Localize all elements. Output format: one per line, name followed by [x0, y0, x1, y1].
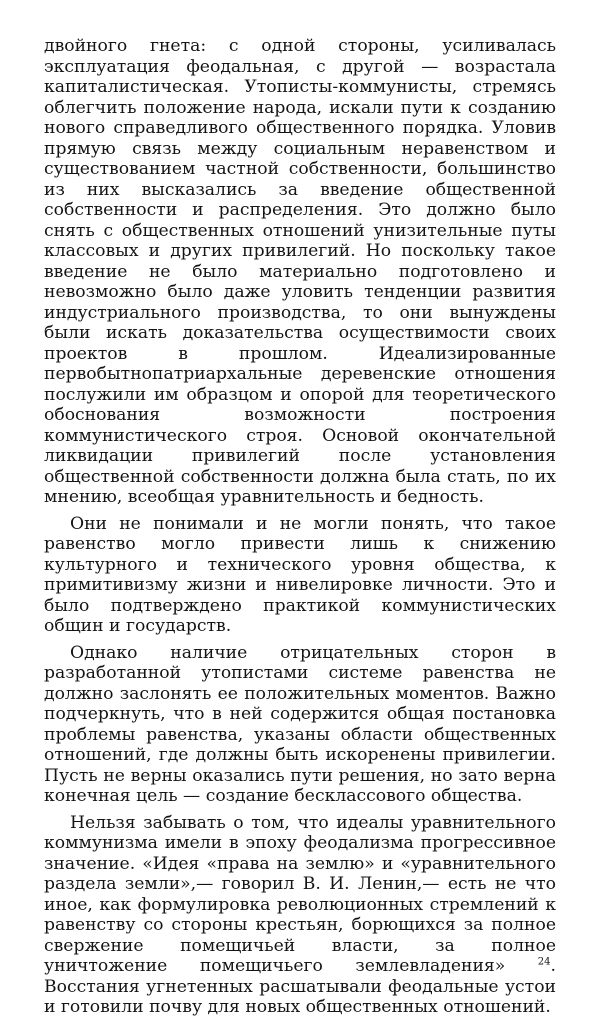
paragraph-2: Они не понимали и не могли понять, что такое равенство могло привести лишь к снижению культурного и технического уровня общества, к примитивизму жизни и нивелировке личности. Это и было подтверждено практикой коммунистических общин и государств. [44, 513, 556, 636]
paragraph-4 [44, 813, 556, 1018]
paragraph-4-tail: . Восстания угнетенных расшатывали феодальные устои и готовили почву для новых общественных отношений. [44, 956, 556, 1017]
book-page [44, 36, 556, 1018]
paragraph-1: двойного гнета: с одной стороны, усиливалась эксплуатация феодальная, с другой — возрастала капиталистическая. Утописты-коммунисты, стремясь облегчить положение народа, искали пути к созданию нового справедливого общественного порядка. Уловив прямую связь между социальным неравенством и существованием частной собственности, большинство из них высказались за введение общественной собственности и распределения. Это должно было снять с общественных отношений унизительные путы классовых и других привилегий. Но поскольку такое введение не было материально подготовлено и невозможно было даже уловить тенденции развития индустриального производства, то они вынуждены были искать доказательства осуществимости своих проектов в прошлом. Идеализированные первобытнопатриархальные деревенские отношения послужили им образцом и опорой для теоретического обоснования возможности построения коммунистического строя. Основой окончательной ликвидации привилегий после установления общественной собственности должна была стать, по их мнению, всеобщая уравнительность и бедность. [44, 36, 556, 507]
paragraph-3: Однако наличие отрицательных сторон в разработанной утопистами системе равенства не должно заслонять ее положительных моментов. Важно подчеркнуть, что в ней содержится общая постановка проблемы равенства, указаны области общественных отношений, где должны быть искоренены привилегии. Пусть не верны оказались пути решения, но зато верна конечная цель — создание бесклассового общества. [44, 642, 556, 806]
paragraph-4-text: Нельзя забывать о том, что идеалы уравнительного коммунизма имели в эпоху феодализма прогрессивное значение. «Идея «права на землю» и «уравнительного раздела земли»,— говорил В. И. Ленин,— есть не что иное, как формулировка революционных стремлений к равенству со стороны крестьян, борющихся за полное свержение помещичьей власти, за полное уничтожение помещичьего землевладения» [44, 812, 556, 976]
footnote-ref-24: 24 [537, 956, 551, 968]
